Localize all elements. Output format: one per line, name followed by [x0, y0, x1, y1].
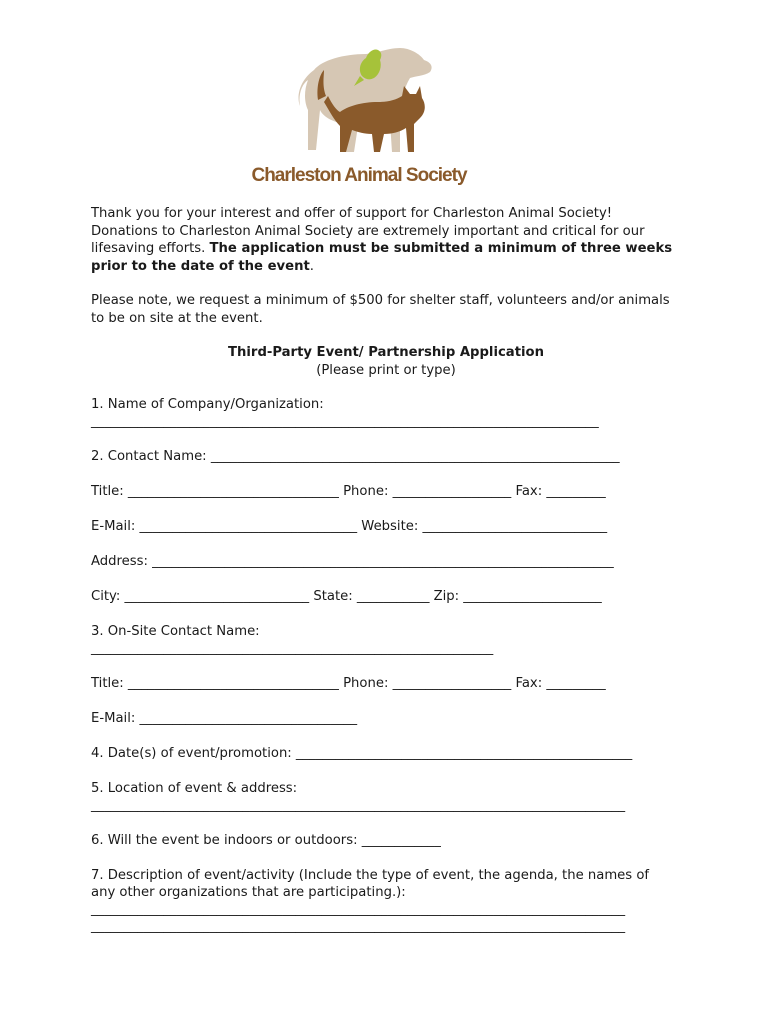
event-dates-field[interactable]: 4. Date(s) of event/promotion: ___________________________________________________	[91, 746, 633, 761]
onsite-title-phone-fax-field[interactable]: Title: ________________________________ Phone: __________________ Fax: _________	[91, 676, 606, 691]
company-name-label: 1. Name of Company/Organization:	[91, 397, 324, 412]
logo-text: Charleston Animal Society	[251, 165, 467, 186]
form-subtitle: (Please print or type)	[316, 363, 456, 378]
event-description-label-cont: any other organizations that are participating.):	[91, 885, 406, 900]
onsite-contact-field[interactable]: _____________________________________________________________	[91, 641, 494, 656]
event-description-field-1[interactable]: _________________________________________________________________________________	[91, 902, 626, 917]
event-description-label: 7. Description of event/activity (Include the type of event, the agenda, the names of	[91, 868, 650, 883]
charleston-animal-society-logo	[251, 40, 467, 190]
title-phone-fax-field[interactable]: Title: ________________________________ Phone: __________________ Fax: _________	[91, 484, 606, 499]
email-website-field[interactable]: E-Mail: _________________________________ Website: ____________________________	[91, 519, 608, 534]
event-location-field[interactable]: _________________________________________________________________________________	[91, 798, 626, 813]
address-field[interactable]: Address: ______________________________________________________________________	[91, 554, 614, 569]
company-name-field[interactable]: _____________________________________________________________________________	[91, 414, 599, 429]
intro-period: .	[309, 258, 314, 274]
form-title: Third-Party Event/ Partnership Application	[228, 345, 544, 360]
intro-paragraph	[91, 205, 681, 275]
minimum-donation-note: Please note, we request a minimum of $500 for shelter staff, volunteers and/or animals to be on site at the event.	[91, 293, 670, 326]
onsite-contact-label: 3. On-Site Contact Name:	[91, 624, 260, 639]
onsite-email-field[interactable]: E-Mail: _________________________________	[91, 711, 358, 726]
indoors-outdoors-field[interactable]: 6. Will the event be indoors or outdoors: ____________	[91, 833, 441, 848]
contact-name-field[interactable]: 2. Contact Name: ______________________________________________________________	[91, 449, 620, 464]
submission-deadline-notice: The application must be submitted a minimum of three weeks prior to the date of the event	[91, 241, 673, 274]
event-description-field-2[interactable]: _________________________________________________________________________________	[91, 919, 626, 934]
event-location-label: 5. Location of event & address:	[91, 781, 298, 796]
city-state-zip-field[interactable]: City: ____________________________ State: ___________ Zip: _____________________	[91, 589, 602, 604]
intro-text: Thank you for your interest and offer of support for Charleston Animal Society! Donations to Charleston Animal Society are extremely important and critical for our lifesaving efforts.	[91, 206, 645, 256]
